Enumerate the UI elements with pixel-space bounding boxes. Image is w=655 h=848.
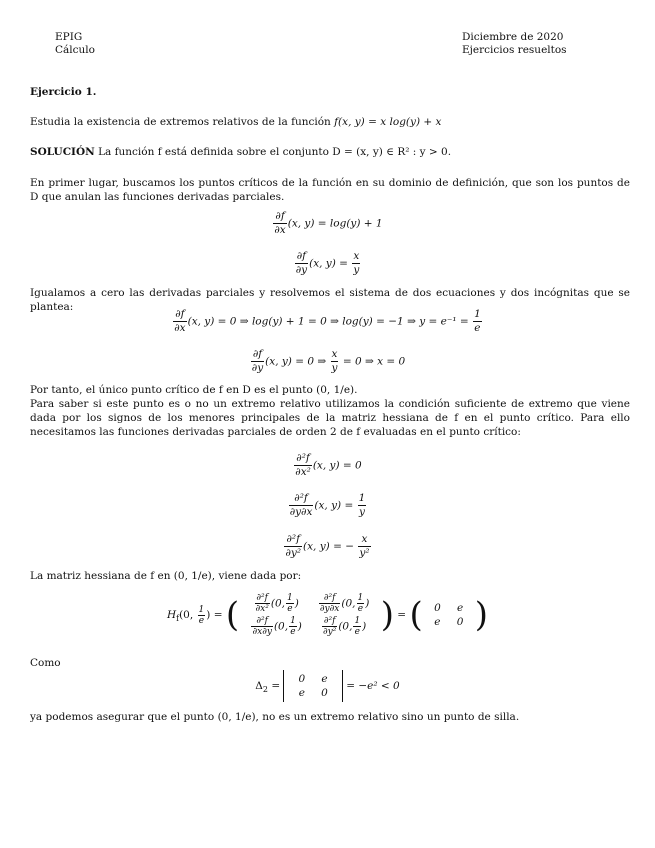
statement bbox=[30, 116, 441, 128]
equation-d2f-dx2-rhs: (x, y) = 0 bbox=[312, 459, 362, 472]
matrix-cell: e bbox=[434, 616, 441, 628]
det-cell: 0 bbox=[298, 673, 306, 685]
header-course-name: Cálculo bbox=[55, 44, 95, 56]
delta-rhs: = −e² < 0 bbox=[346, 680, 400, 692]
paragraph-solve-system: Igualamos a cero las derivadas parciales y resolvemos el sistema de dos ecuaciones y dos incógnitas que se plantea: bbox=[30, 287, 630, 313]
como-label: Como bbox=[30, 657, 61, 669]
paragraph-critical-point: Por tanto, el único punto crítico de f en D es el punto (0, 1/e). bbox=[30, 384, 358, 396]
equation-df-dy: $\frac{\partial f}{\partial y}$ (x, y) = $\frac{x}{y}$ bbox=[295, 250, 360, 276]
header-date: Diciembre de 2020 bbox=[462, 31, 564, 43]
header-subtitle: Ejercicios resueltos bbox=[462, 44, 567, 56]
equation-d2f-dy2-rhs: (x, y) = − bbox=[303, 540, 355, 553]
matrix-cell: 0 bbox=[434, 602, 441, 614]
solution-text: La función f está definida sobre el conjunto D = (x, y) ∈ R² : y > 0. bbox=[98, 146, 452, 158]
det-cell: 0 bbox=[321, 687, 328, 699]
equation-df-dy-rhs: (x, y) = bbox=[309, 257, 348, 270]
matrix-cell: 0 bbox=[456, 616, 464, 628]
paragraph-critical-points: En primer lugar, buscamos los puntos críticos de la función en su dominio de definición, que son los puntos de D que anulan las funciones derivadas parciales. bbox=[30, 177, 630, 203]
equation-solve-y: $\frac{\partial f}{\partial x}$ (x, y) = 0 ⇒ log(y) + 1 = 0 ⇒ log(y) = −1 ⇒ y = e⁻¹ = $\frac{1}{e}$ bbox=[174, 308, 481, 334]
equation-solve-x-mid: (x, y) = 0 ⇒ bbox=[265, 355, 327, 368]
det-cell: e bbox=[298, 687, 305, 699]
det-cell: e bbox=[321, 673, 328, 685]
equation-df-dx-rhs: (x, y) = log(y) + 1 bbox=[287, 217, 383, 230]
equation-solve-x: $\frac{\partial f}{\partial y}$ (x, y) = 0 ⇒ $\frac{x}{y}$ = 0 ⇒ x = 0 bbox=[251, 348, 406, 374]
hessian-point: (0, bbox=[179, 609, 194, 621]
matrix-cell: e bbox=[456, 602, 464, 614]
equation-d2f-dy2: $\frac{\text{∂²f}}{\text{∂y²}}$ (x, y) = − $\frac{x}{\text{y²}}$ bbox=[285, 533, 370, 559]
paragraph-hessian-intro: Para saber si este punto es o no un extremo relativo utilizamos la condición suficiente de extremo que viene dada por los signos de los menores principales de la matriz hessiana de f en el punto crítico. Para ello necesitamos las funciones derivadas parciales de orden 2 de f evaluadas en el punto crítico: bbox=[30, 398, 630, 438]
hessian-symbolic-matrix: $\frac{\text{∂²f}}{\text{∂x²}}$ (0, $\frac{1}{e}$ ) $\frac{\text{∂²f}}{\partial y\partial x}$ (0, $\frac{1}{e}$ ) $\frac{\text{∂²f}}{\partial x\partial y}$ (0, $\frac{1}{e}$ ) $\frac{\text{∂²f}}{\text{∂y²}}$ (0, $\frac{1}{e}$ ) bbox=[252, 593, 370, 637]
solution-line bbox=[30, 146, 451, 158]
equation-solve-x-end: = 0 ⇒ x = 0 bbox=[342, 355, 406, 368]
hessian-equation: $H_f(0$, $\frac{1}{e}$ ) = ( $\frac{\text{∂²f}}{\text{∂x²}}$ (0, $\frac{1}{e}$ ) $\frac{\text{∂²f}}{\partial y\partial x}$ (0, $\frac{1}{e}$ ) $\frac{\text{∂²f}}{\partial x\partial y}$ (0, $\frac{1}{e}$ ) $\frac{\text{∂²f}}{\text{∂y²}}$ (0, $\frac{1}{e}$ ) ) = ( 0 e e 0 ) bbox=[166, 593, 489, 637]
equation-d2f-dydx: $\frac{\text{∂²f}}{\partial y\partial x}$ (x, y) = $\frac{1}{y}$ bbox=[289, 492, 366, 518]
hessian-value-matrix bbox=[426, 601, 471, 629]
delta-label: Δ bbox=[255, 680, 263, 692]
hessian-label: H bbox=[166, 609, 177, 621]
solution-label: SOLUCIÓN bbox=[30, 146, 95, 158]
equation-solve-y-rhs: (x, y) = 0 ⇒ log(y) + 1 = 0 ⇒ log(y) = −1 ⇒ y = e⁻¹ = bbox=[187, 315, 469, 328]
header-course-code: EPIG bbox=[55, 31, 83, 43]
equation-d2f-dx2: $\frac{\text{∂²f}}{\text{∂x²}}$ (x, y) = 0 bbox=[295, 452, 362, 478]
determinant-matrix bbox=[290, 672, 335, 700]
determinant-equation: $\Delta_2 = 0$ e e 0 = −e² < 0 bbox=[0, 670, 655, 702]
paragraph-conclusion: ya podemos asegurar que el punto (0, 1/e), no es un extremo relativo sino un punto de silla. bbox=[30, 711, 520, 723]
exercise-title: Ejercicio 1. bbox=[30, 86, 97, 98]
paragraph-hessian-matrix: La matriz hessiana de f en (0, 1/e), viene dada por: bbox=[30, 570, 302, 582]
statement-function: f(x, y) = x log(y) + x bbox=[334, 116, 442, 128]
equation-d2f-dydx-rhs: (x, y) = bbox=[314, 499, 354, 512]
statement-text: Estudia la existencia de extremos relativos de la función bbox=[30, 116, 331, 128]
equation-df-dx: $\frac{\partial f}{\partial x}$ (x, y) = log(y) + 1 bbox=[274, 210, 383, 236]
